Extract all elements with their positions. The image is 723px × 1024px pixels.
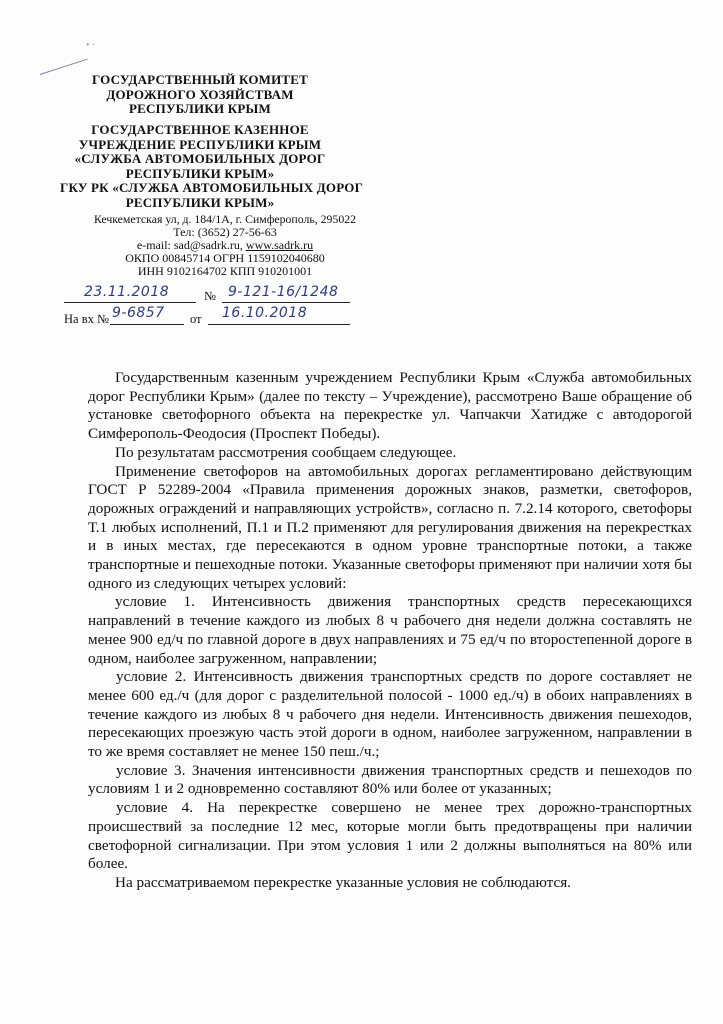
institution-line: РЕСПУБЛИКИ КРЫМ» [125, 194, 275, 210]
body-paragraph: По результатам рассмотрения сообщаем следующее. [115, 443, 457, 461]
address: Кечкеметская ул, д. 184/1А, г. Симферополь, 295022 [93, 212, 357, 226]
date-underline [64, 302, 196, 303]
conclusion-paragraph: На рассматриваемом перекрестке указанные условия не соблюдаются. [115, 873, 571, 891]
from-underline [208, 324, 350, 325]
condition-paragraph: условие 1. Интенсивность движения транспортных средств пересекающихся направлений в течение каждого из любых 8 ч рабочего дня недели должна составлять не менее 900 ед/ч по главной дороге в двух направлениях и 75 ед/ч по второстепенной дороге в одном, наиболее загруженном, направлении; [88, 593, 692, 667]
contact-block [60, 213, 390, 278]
committee-header [60, 73, 340, 117]
condition-paragraph: условие 3. Значения интенсивности движения транспортных средств и пешеходов по условиям 1 и 2 одновременно составляют 80% или более от указанных; [88, 761, 692, 798]
number-label: № [204, 289, 216, 303]
phone: Тел: (3652) 27-56-63 [173, 225, 277, 239]
handwritten-number: 9-121-16/1248 [228, 284, 339, 300]
handwritten-from: 16.10.2018 [222, 305, 308, 321]
condition-paragraph: условие 4. На перекрестке совершено не менее трех дорожно-транспортных происшествий за последние 12 мес, которые могли быть предотвращены при наличии светофорной сигнализации. При этом условия 1 или 2 должны выполняться на 80% или более. [88, 799, 692, 873]
scan-mark: • · [86, 40, 96, 51]
condition-paragraph: условие 2. Интенсивность движения транспортных средств по дороге составляет не менее 600 ед./ч (для дорог с разделительной полосой - 1000 ед./ч) в обоих направлениях в течение каждого из любых 8 ч рабочего дня недели. Интенсивность движения пешеходов, пересекающих проезжую часть этой дороги в одном, наиболее загруженном, направлении в то же время составляет не менее 150 пеш./ч.; [88, 668, 692, 761]
number-underline [222, 302, 350, 303]
inn-kpp: ИНН 9102164702 КПП 910201001 [137, 264, 313, 278]
institution-header [60, 122, 364, 210]
body-paragraph: Применение светофоров на автомобильных дорогах регламентировано действующим ГОСТ Р 52289-2004 «Правила применения дорожных знаков, разметки, светофоров, дорожных ограждений и направляющих устройств», согласно п. 7.2.14 которого, светофоры Т.1 любых исполнений, П.1 и П.2 применяют для регулирования движения на перекрестках и в иных местах, где пересекаются в одном уровне транспортные потоки, а также транспортные и пешеходные потоки. Указанные светофоры применяют при наличии хотя бы одного из следующих четырех условий: [88, 462, 692, 592]
handwritten-incoming: 9-6857 [112, 305, 165, 321]
from-label: от [190, 312, 202, 326]
letter-body [88, 369, 692, 893]
body-paragraph: Государственным казенным учреждением Республики Крым «Служба автомобильных дорог Республики Крым» (далее по тексту – Учреждение), рассмотрено Ваше обращение об установке светофорного объекта на перекрестке ул. Чапчакчи Хатидже с автодорогой Симферополь-Феодосия (Проспект Победы). [88, 369, 692, 443]
incoming-label: На вх № [64, 312, 109, 326]
committee-line: РЕСПУБЛИКИ КРЫМ [129, 101, 271, 116]
handwritten-date: 23.11.2018 [84, 284, 170, 300]
institution-line: «СЛУЖБА АВТОМОБИЛЬНЫХ ДОРОГ [74, 151, 326, 166]
institution-line: РЕСПУБЛИКИ КРЫМ» [125, 165, 275, 181]
website-link[interactable]: www.sadrk.ru [245, 238, 314, 252]
institution-line: ГОСУДАРСТВЕННОЕ КАЗЕННОЕ [91, 122, 309, 137]
okpo-ogrn: ОКПО 00845714 ОГРН 1159102040680 [125, 251, 325, 265]
email: e-mail: sad@sadrk.ru, [136, 238, 246, 252]
institution-line: ГКУ РК «СЛУЖБА АВТОМОБИЛЬНЫХ ДОРОГ [60, 180, 364, 195]
committee-line: ДОРОЖНОГО ХОЗЯЙСТВАМ [106, 86, 294, 102]
incoming-underline [110, 324, 184, 325]
committee-line: ГОСУДАРСТВЕННЫЙ КОМИТЕТ [91, 72, 309, 87]
institution-line: УЧРЕЖДЕНИЕ РЕСПУБЛИКИ КРЫМ [78, 136, 322, 152]
